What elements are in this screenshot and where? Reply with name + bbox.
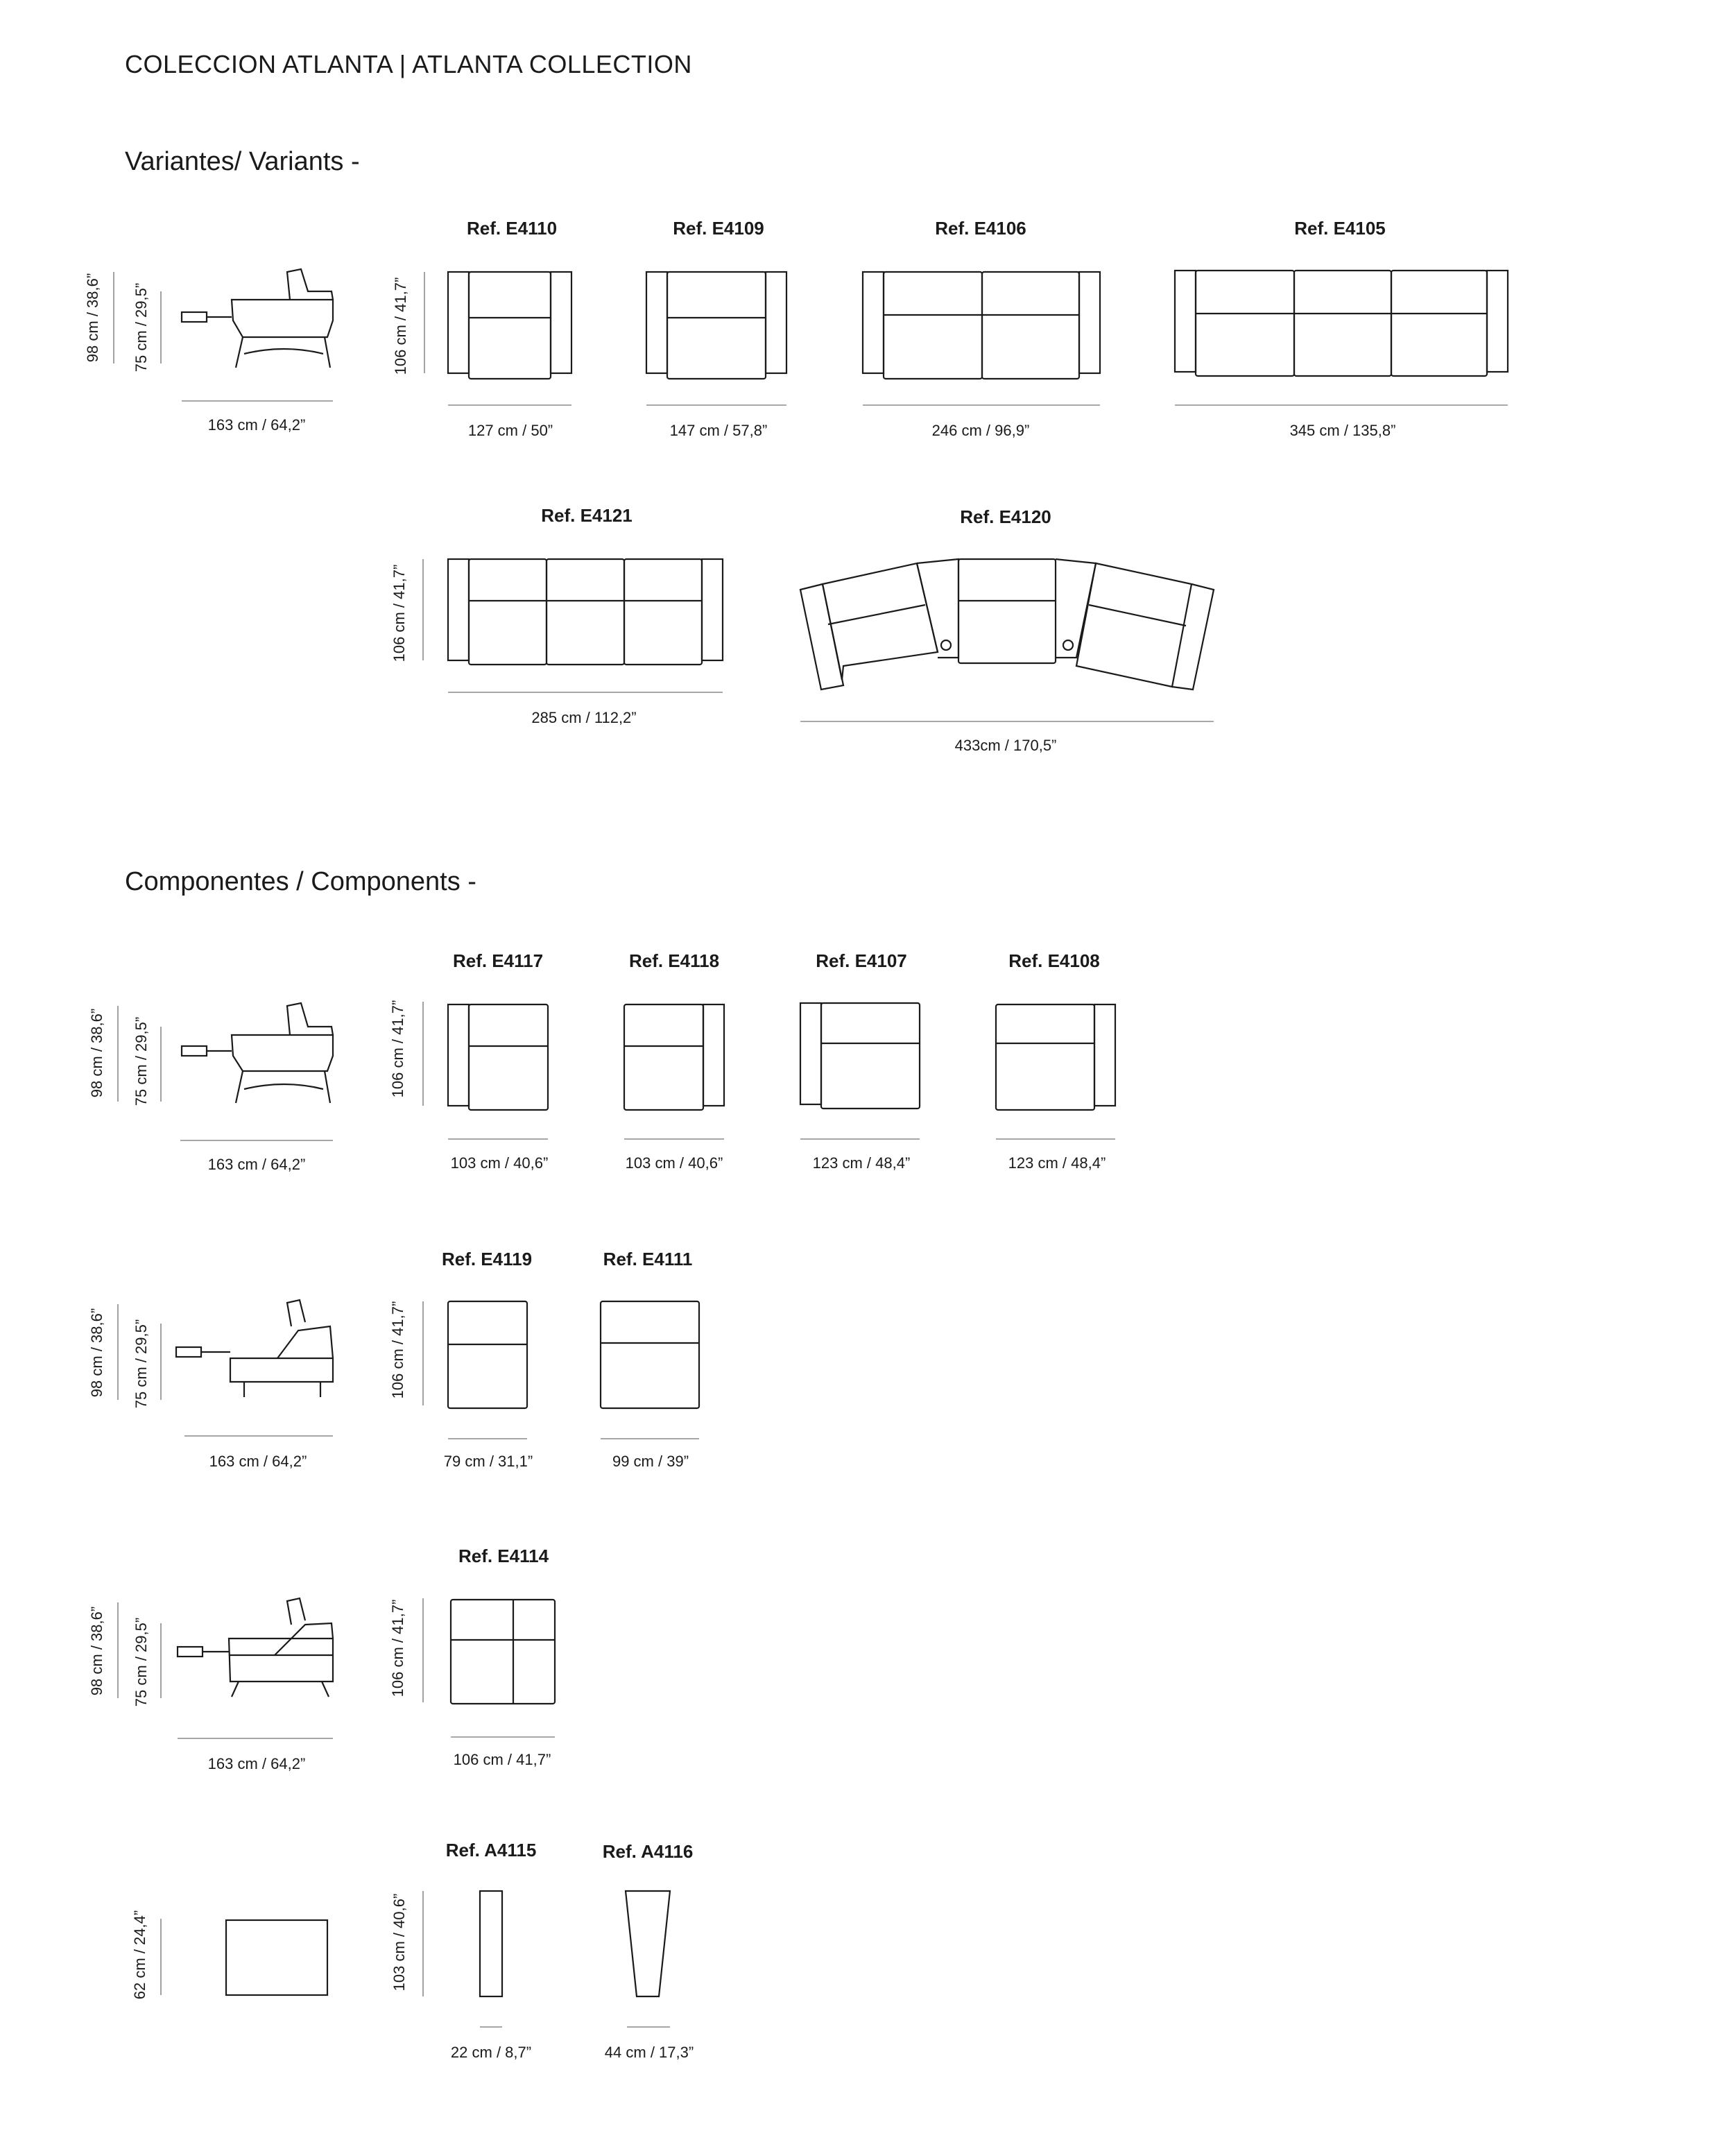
ref-label: Ref. E4106 (935, 218, 1026, 239)
width-label: 106 cm / 41,7” (453, 1751, 551, 1768)
width-label: 123 cm / 48,4” (1008, 1154, 1106, 1172)
height-label: 62 cm / 24,4” (131, 1910, 148, 2000)
width-label: 103 cm / 40,6” (450, 1154, 549, 1172)
width-label: 246 cm / 96,9” (931, 422, 1030, 439)
width-label: 345 cm / 135,8” (1289, 422, 1396, 439)
width-label: 79 cm / 31,1” (443, 1453, 533, 1470)
ref-label: Ref. E4114 (458, 1546, 549, 1566)
height-total-label: 98 cm / 38,6” (88, 1008, 105, 1098)
sofa-e4118-drawing (624, 1004, 724, 1139)
sofa-e4108-drawing (996, 1004, 1115, 1139)
section-title-components: Componentes / Components - (125, 867, 476, 896)
corner-side-view-drawing (118, 1598, 333, 1738)
ref-label: Ref. E4107 (816, 950, 907, 971)
height-label: 103 cm / 40,6” (390, 1893, 408, 1992)
section-title-variants: Variantes/ Variants - (125, 147, 360, 176)
width-label: 103 cm / 40,6” (625, 1154, 723, 1172)
sofa-e4119-drawing (423, 1301, 527, 1439)
ref-label: Ref. E4110 (466, 218, 558, 239)
chaise-side-view-drawing (118, 1300, 333, 1436)
sofa-side-view-drawing (114, 269, 333, 401)
sofa-e4109-drawing (646, 272, 786, 405)
height-label: 106 cm / 41,7” (390, 564, 408, 662)
width-label: 22 cm / 8,7” (450, 2044, 532, 2061)
height-total-label: 98 cm / 38,6” (88, 1308, 105, 1398)
height-label: 106 cm / 41,7” (389, 1599, 406, 1697)
depth-label: 163 cm / 64,2” (207, 1755, 306, 1772)
sofa-e4117-drawing (423, 1002, 548, 1139)
accessory-a4115-drawing (423, 1891, 502, 2027)
depth-label: 163 cm / 64,2” (207, 1156, 306, 1173)
height-label: 106 cm / 41,7” (392, 277, 409, 375)
sofa-e4106-drawing (863, 272, 1100, 405)
sofa-e4120-drawing (800, 559, 1214, 721)
depth-label: 163 cm / 64,2” (207, 416, 306, 434)
width-label: 123 cm / 48,4” (812, 1154, 911, 1172)
ref-label: Ref. E4108 (1008, 950, 1100, 971)
sofa-e4121-drawing (423, 559, 723, 692)
ref-label: Ref. A4116 (602, 1841, 694, 1862)
ref-label: Ref. E4119 (441, 1249, 533, 1269)
ref-label: Ref. A4115 (445, 1840, 537, 1860)
accessory-a4116-drawing (626, 1891, 670, 2027)
depth-label: 163 cm / 64,2” (209, 1453, 307, 1470)
height-label: 106 cm / 41,7” (389, 1301, 406, 1399)
height-seat-label: 75 cm / 29,5” (132, 1617, 150, 1707)
ref-label: Ref. E4105 (1294, 218, 1386, 239)
width-label: 99 cm / 39” (612, 1453, 689, 1470)
ref-label: Ref. E4118 (628, 950, 720, 971)
sofa-e4107-drawing (800, 1003, 920, 1139)
page-title: COLECCION ATLANTA | ATLANTA COLLECTION (125, 50, 692, 78)
table-side-view-drawing (161, 1919, 327, 1995)
sofa-e4111-drawing (601, 1301, 699, 1439)
height-label: 106 cm / 41,7” (389, 1000, 406, 1098)
ref-label: Ref. E4121 (541, 505, 633, 526)
width-label: 44 cm / 17,3” (604, 2044, 694, 2061)
height-seat-label: 75 cm / 29,5” (132, 1319, 150, 1409)
ref-label: Ref. E4109 (673, 218, 764, 239)
height-total-label: 98 cm / 38,6” (84, 273, 101, 363)
width-label: 147 cm / 57,8” (669, 422, 768, 439)
sofa-e4110-drawing (424, 272, 571, 405)
sofa-side-view-drawing (118, 1003, 333, 1140)
height-total-label: 98 cm / 38,6” (88, 1606, 105, 1696)
ref-label: Ref. E4111 (603, 1249, 693, 1269)
width-label: 285 cm / 112,2” (531, 709, 637, 726)
ref-label: Ref. E4120 (960, 506, 1051, 527)
sofa-e4114-drawing (423, 1598, 555, 1737)
height-seat-label: 75 cm / 29,5” (132, 1016, 150, 1106)
width-label: 127 cm / 50” (467, 422, 553, 439)
sofa-e4105-drawing (1175, 271, 1508, 405)
width-label: 433cm / 170,5” (954, 737, 1057, 754)
ref-label: Ref. E4117 (452, 950, 544, 971)
height-seat-label: 75 cm / 29,5” (132, 282, 150, 373)
